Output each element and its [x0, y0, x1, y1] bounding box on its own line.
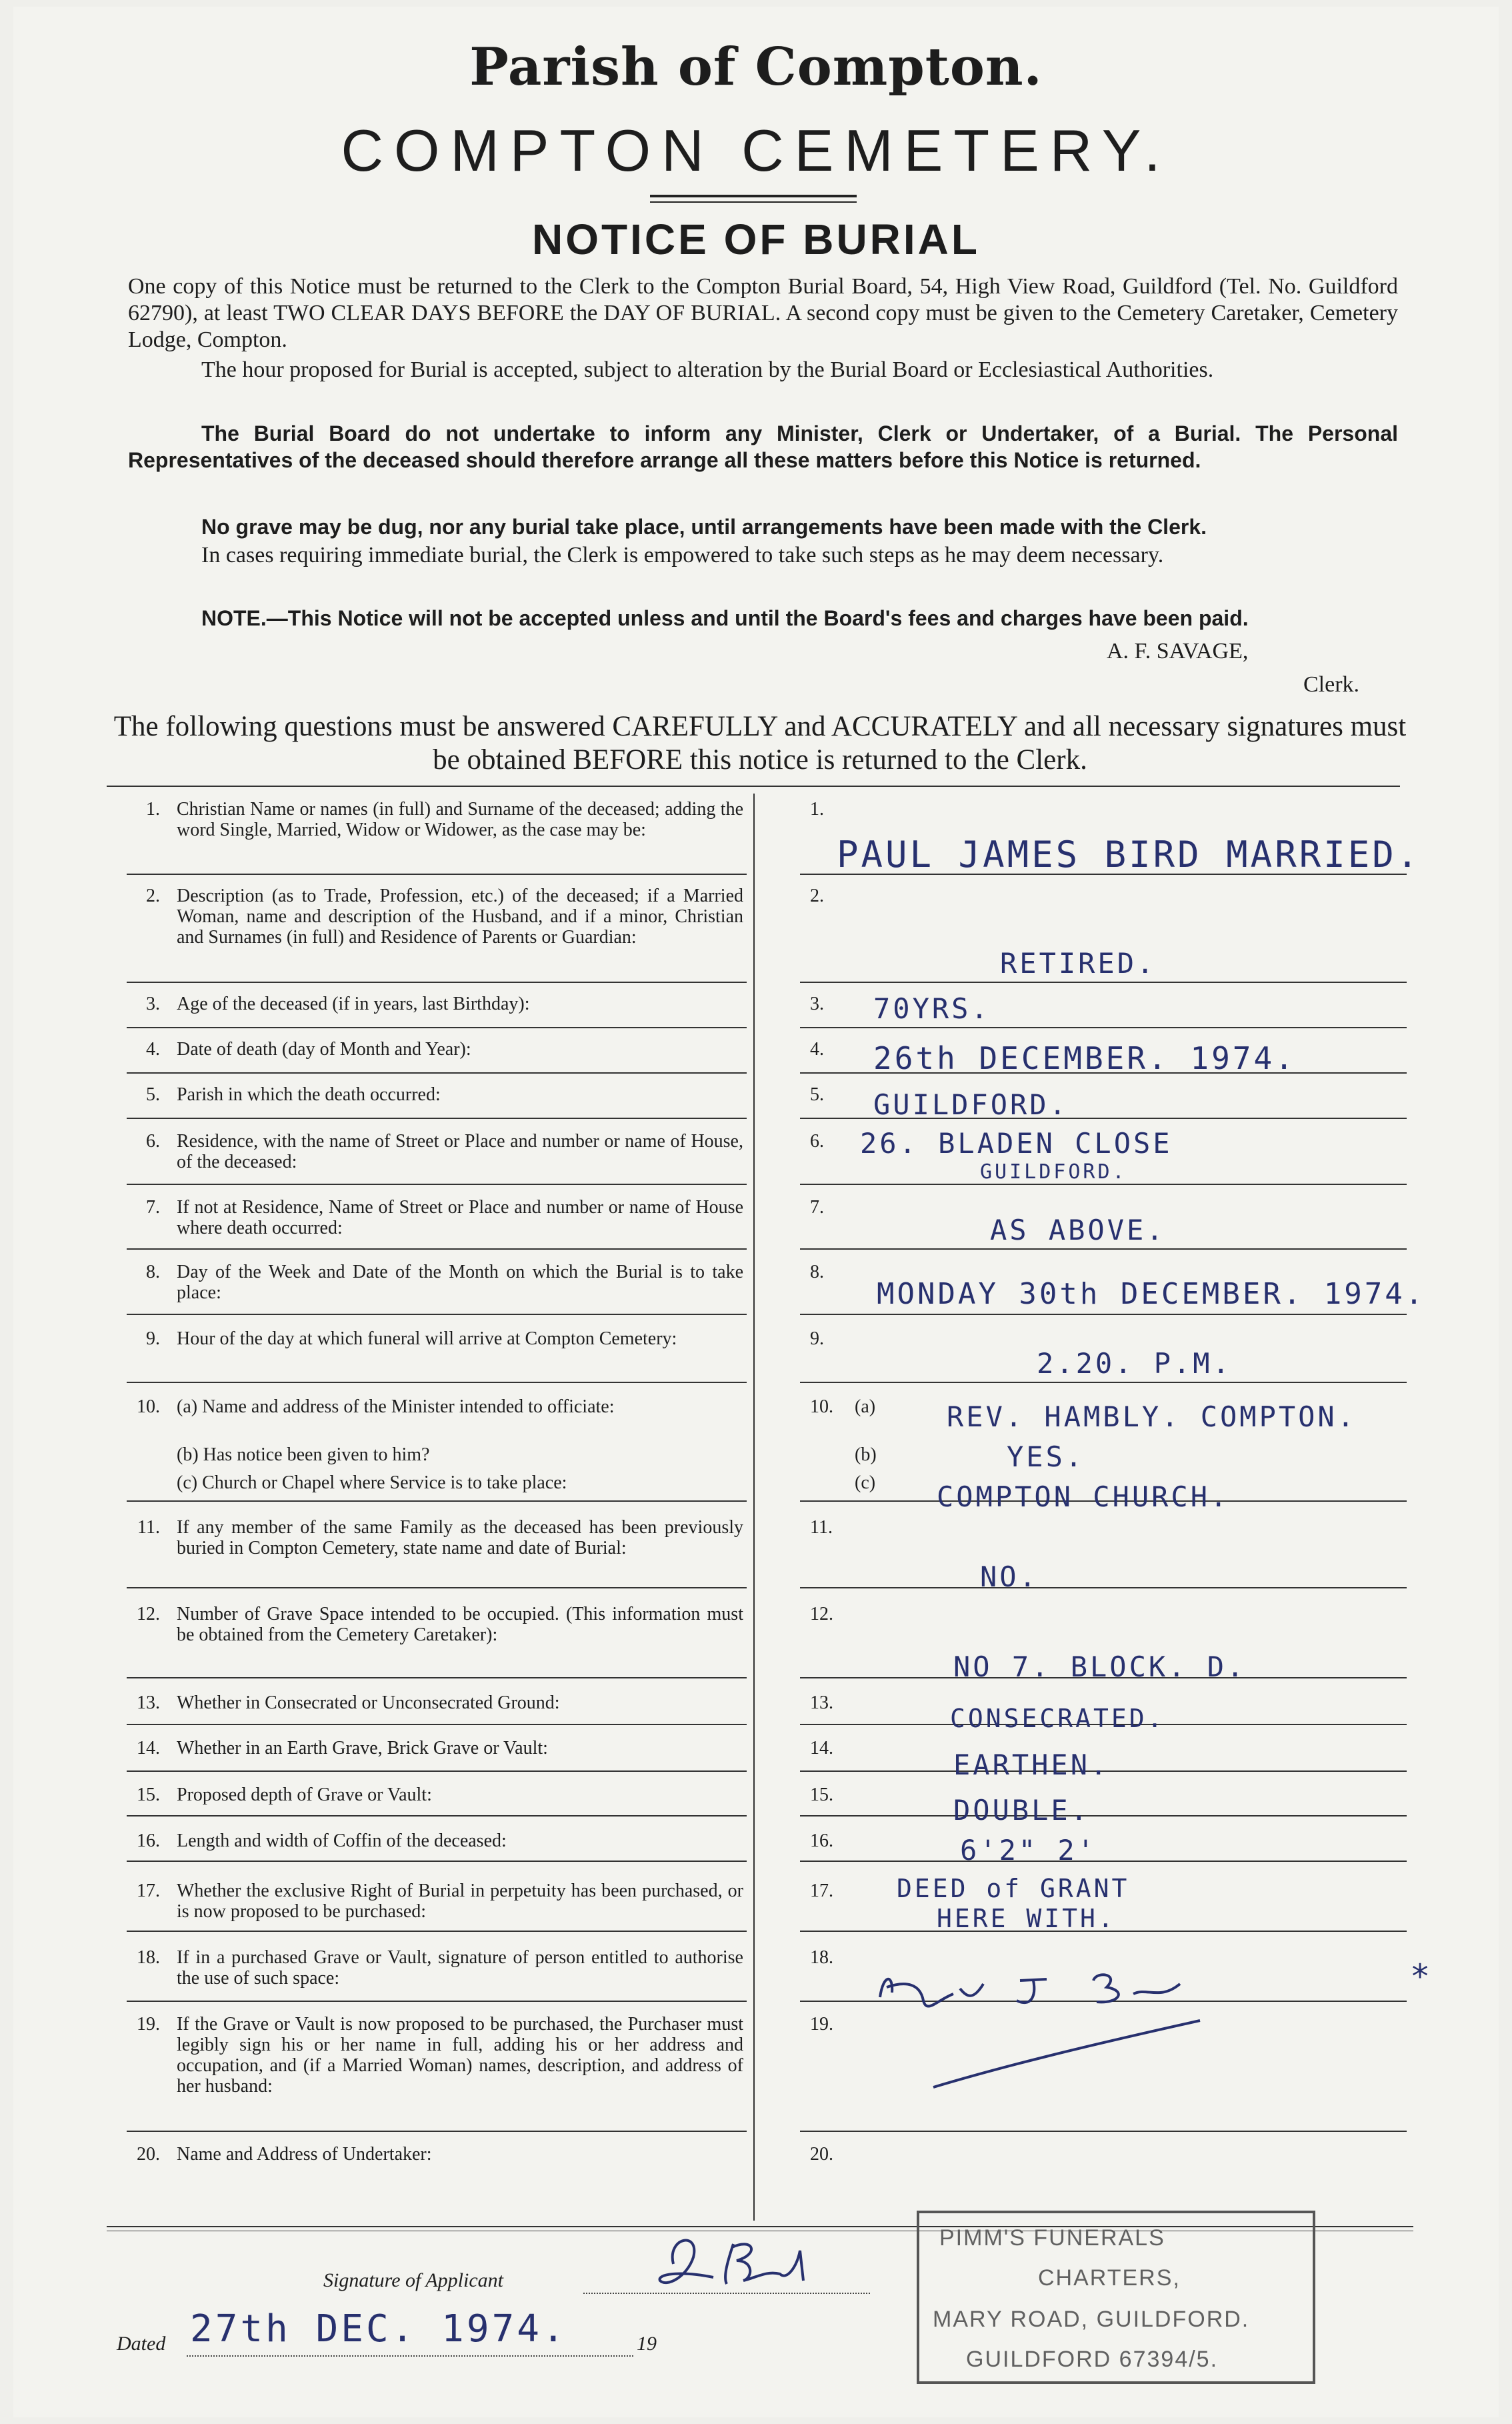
answer-right-of-burial: HERE WITH.: [937, 1904, 1116, 1933]
question-number: 5.: [146, 1084, 160, 1105]
intro-paragraph: In cases requiring immediate burial, the Clerk is empowered to take such steps as he may deem necessary.: [201, 543, 1164, 567]
stamp-line: CHARTERS,: [1038, 2265, 1181, 2291]
question-text: Whether in an Earth Grave, Brick Grave or Vault:: [177, 1738, 548, 1758]
notice-title: NOTICE OF BURIAL: [532, 215, 980, 263]
row-separator: [127, 1314, 747, 1315]
answer-number: 14.: [810, 1738, 833, 1758]
stamp-line: MARY ROAD, GUILDFORD.: [933, 2307, 1250, 2332]
table-top-border: [107, 786, 1400, 787]
question-text: Date of death (day of Month and Year):: [177, 1039, 471, 1060]
answer-grave-space: NO 7. BLOCK. D.: [953, 1650, 1247, 1683]
question-number: 8.: [146, 1262, 160, 1282]
question-text: Parish in which the death occurred:: [177, 1084, 441, 1105]
answer-number: 17.: [810, 1881, 833, 1901]
question-number: 9.: [146, 1328, 160, 1349]
question-text: Whether in Consecrated or Unconsecrated Ground:: [177, 1692, 560, 1713]
question-number: 1.: [146, 799, 160, 820]
row-separator: [127, 1861, 747, 1862]
row-separator: [127, 874, 747, 875]
answer-residence: GUILDFORD.: [980, 1160, 1127, 1184]
answer-number: 8.: [810, 1262, 824, 1282]
stamp-line: GUILDFORD 67394/5.: [966, 2347, 1219, 2372]
answer-number: 9.: [810, 1328, 824, 1349]
answer-line: [800, 1314, 1407, 1315]
answer-coffin-size: 6'2" 2': [960, 1834, 1097, 1867]
answer-line: [800, 1382, 1407, 1383]
answer-family-burial: NO.: [980, 1560, 1039, 1593]
intro-note: NOTE.—This Notice will not be accepted unless and until the Board's fees and charges have been paid.: [201, 606, 1249, 630]
question-number: 13.: [137, 1692, 160, 1713]
answer-number: 7.: [810, 1197, 824, 1218]
stamp-line: PIMM'S FUNERALS: [939, 2225, 1165, 2251]
intro-paragraph-bold: The Burial Board do not undertake to inform any Minister, Clerk or Undertaker, of a Burial. The Personal Representatives of the deceased should therefore arrange all these matters before this Notice is returned.: [128, 421, 1398, 472]
intro-paragraph-bold: No grave may be dug, nor any burial take place, until arrangements have been made with the Clerk.: [201, 515, 1207, 539]
row-separator: [127, 1500, 747, 1502]
answer-number: 10.: [810, 1396, 833, 1417]
question-number: 11.: [137, 1517, 160, 1538]
row-separator: [127, 1118, 747, 1119]
answer-number: 19.: [810, 2014, 833, 2035]
question-text: Hour of the day at which funeral will arrive at Compton Cemetery:: [177, 1328, 677, 1349]
answer-line: [800, 1587, 1407, 1588]
question-text: Residence, with the name of Street or Place and number or name of House, of the deceased:: [177, 1131, 743, 1172]
clerk-title: Clerk.: [1303, 672, 1360, 697]
dated-label: Dated: [117, 2333, 166, 2355]
question-number: 6.: [146, 1131, 160, 1152]
dated-value: 27th DEC. 1974.: [190, 2307, 567, 2351]
question-text: (a) Name and address of the Minister intended to officiate:: [177, 1396, 615, 1417]
answer-date-of-death: 26th DECEMBER. 1974.: [873, 1040, 1296, 1076]
row-separator: [127, 1677, 747, 1678]
question-number: 7.: [146, 1197, 160, 1218]
row-separator: [127, 2131, 747, 2132]
answer-sublabel: (c): [855, 1472, 876, 1493]
question-text: Number of Grave Space intended to be occupied. (This information must be obtained from the Cemetery Caretaker):: [177, 1604, 743, 1645]
answer-line: [800, 1248, 1407, 1250]
question-number: 10.: [137, 1396, 160, 1417]
question-number: 14.: [137, 1738, 160, 1758]
question-number: 17.: [137, 1881, 160, 1901]
answer-minister: REV. HAMBLY. COMPTON.: [947, 1400, 1357, 1433]
question-number: 2.: [146, 886, 160, 906]
answer-number: 11.: [810, 1517, 833, 1538]
question-text: Whether the exclusive Right of Burial in perpetuity has been purchased, or is now proposed to be purchased:: [177, 1881, 743, 1922]
answer-parish: GUILDFORD.: [873, 1088, 1069, 1121]
questions-instruction: The following questions must be answered CAREFULLY and ACCURATELY and all necessary signatures must be obtained BEFORE this notice is returned to the Clerk.: [113, 711, 1407, 776]
answer-sublabel: (a): [855, 1396, 876, 1417]
question-number: 15.: [137, 1784, 160, 1805]
question-number: 20.: [137, 2144, 160, 2165]
burial-notice-form: [13, 7, 1499, 2417]
intro-paragraph: One copy of this Notice must be returned to the Clerk to the Compton Burial Board, 54, High View Road, Guildford (Tel. No. Guildford 62790), at least TWO CLEAR DAYS BEFORE the DAY OF BURIAL. A second copy must be given to the Cemetery Caretaker, Cemetery Lodge, Compton.: [128, 274, 1398, 352]
question-text: (c) Church or Chapel where Service is to take place:: [177, 1472, 567, 1493]
answer-line: [800, 1027, 1407, 1028]
answer-number: 6.: [810, 1131, 824, 1152]
question-number: 18.: [137, 1947, 160, 1968]
answer-number: 18.: [810, 1947, 833, 1968]
answer-notice-given: YES.: [1007, 1440, 1085, 1473]
question-text: Day of the Week and Date of the Month on which the Burial is to take place:: [177, 1262, 743, 1303]
row-separator: [127, 1072, 747, 1074]
question-text: Age of the deceased (if in years, last Birthday):: [177, 994, 530, 1014]
row-separator: [127, 1382, 747, 1383]
applicant-signature-icon: [653, 2224, 853, 2297]
answer-sublabel: (b): [855, 1444, 877, 1465]
dated-year-prefix: 19: [637, 2333, 657, 2355]
dated-dotted-line: [187, 2355, 633, 2357]
answer-number: 1.: [810, 799, 824, 820]
answer-line: [800, 1184, 1407, 1185]
answer-grave-type: EARTHEN.: [953, 1748, 1110, 1781]
row-separator: [127, 1724, 747, 1725]
answer-church: COMPTON CHURCH.: [937, 1480, 1230, 1513]
answer-name: PAUL JAMES BIRD MARRIED.: [837, 834, 1421, 876]
question-text: If not at Residence, Name of Street or Place and number or name of House where death occurred:: [177, 1197, 743, 1238]
answer-number: 2.: [810, 886, 824, 906]
question-text: Name and Address of Undertaker:: [177, 2144, 432, 2165]
answer-burial-date: MONDAY 30th DECEMBER. 1974.: [877, 1277, 1426, 1311]
answer-funeral-hour: 2.20. P.M.: [1037, 1347, 1232, 1380]
answer-number: 13.: [810, 1692, 833, 1713]
row-separator: [127, 1815, 747, 1816]
clerk-name: A. F. SAVAGE,: [1107, 639, 1249, 664]
signature-label: Signature of Applicant: [323, 2269, 503, 2291]
question-number: 12.: [137, 1604, 160, 1624]
answer-number: 16.: [810, 1831, 833, 1851]
answer-residence: 26. BLADEN CLOSE: [860, 1127, 1173, 1160]
row-separator: [127, 982, 747, 983]
question-number: 19.: [137, 2014, 160, 2035]
row-separator: [127, 1931, 747, 1932]
asterisk-mark: *: [1410, 1957, 1433, 1996]
answer-line: [800, 1861, 1407, 1862]
answer-number: 20.: [810, 2144, 833, 2165]
question-number: 16.: [137, 1831, 160, 1851]
table-column-divider: [753, 794, 755, 2221]
question-text: If the Grave or Vault is now proposed to be purchased, the Purchaser must legibly sign his or her name in full, adding his or her address and occupation, and (if a Married Woman) names, description, and address of her husband:: [177, 2014, 743, 2097]
question-text: If in a purchased Grave or Vault, signature of person entitled to authorise the use of such space:: [177, 1947, 743, 1989]
answer-ground: CONSECRATED.: [950, 1704, 1165, 1733]
cemetery-title: COMPTON CEMETERY.: [341, 117, 1171, 183]
answer-number: 5.: [810, 1084, 824, 1105]
answer-description: RETIRED.: [1000, 947, 1157, 980]
question-number: 4.: [146, 1039, 160, 1060]
answer-number: 3.: [810, 994, 824, 1014]
intro-paragraph: The hour proposed for Burial is accepted, subject to alteration by the Burial Board or Ecclesiastical Authorities.: [201, 357, 1214, 382]
answer-number: 15.: [810, 1784, 833, 1805]
question-text: Proposed depth of Grave or Vault:: [177, 1784, 432, 1805]
answer-death-place: AS ABOVE.: [990, 1214, 1166, 1246]
answer-line: [800, 2131, 1407, 2132]
question-number: 3.: [146, 994, 160, 1014]
question-text: Christian Name or names (in full) and Surname of the deceased; adding the word Single, Married, Widow or Widower, as the case may be:: [177, 799, 743, 840]
answer-number: 4.: [810, 1039, 824, 1060]
row-separator: [127, 1027, 747, 1028]
answer-depth: DOUBLE.: [953, 1794, 1091, 1827]
row-separator: [127, 1184, 747, 1185]
handwritten-signature-icon: [867, 1961, 1240, 2114]
question-text: If any member of the same Family as the deceased has been previously buried in Compton Cemetery, state name and date of Burial:: [177, 1517, 743, 1558]
row-separator: [127, 1248, 747, 1250]
row-separator: [127, 1587, 747, 1588]
answer-age: 70YRS.: [873, 992, 991, 1025]
row-separator: [127, 1770, 747, 1772]
answer-line: [800, 1815, 1407, 1816]
question-text: Length and width of Coffin of the deceased:: [177, 1831, 507, 1851]
answer-line: [800, 982, 1407, 983]
question-text: (b) Has notice been given to him?: [177, 1444, 430, 1465]
undertaker-stamp: [917, 2211, 1315, 2384]
parish-title: Parish of Compton.: [469, 37, 1043, 97]
row-separator: [127, 2001, 747, 2002]
answer-number: 12.: [810, 1604, 833, 1624]
answer-right-of-burial: DEED of GRANT: [897, 1874, 1130, 1903]
question-text: Description (as to Trade, Profession, etc.) of the deceased; if a Married Woman, name and description of the Husband, and if a minor, Christian and Surnames (in full) and Residence of Parents or Guardian:: [177, 886, 743, 948]
title-divider: [650, 201, 857, 203]
title-divider: [650, 195, 857, 197]
